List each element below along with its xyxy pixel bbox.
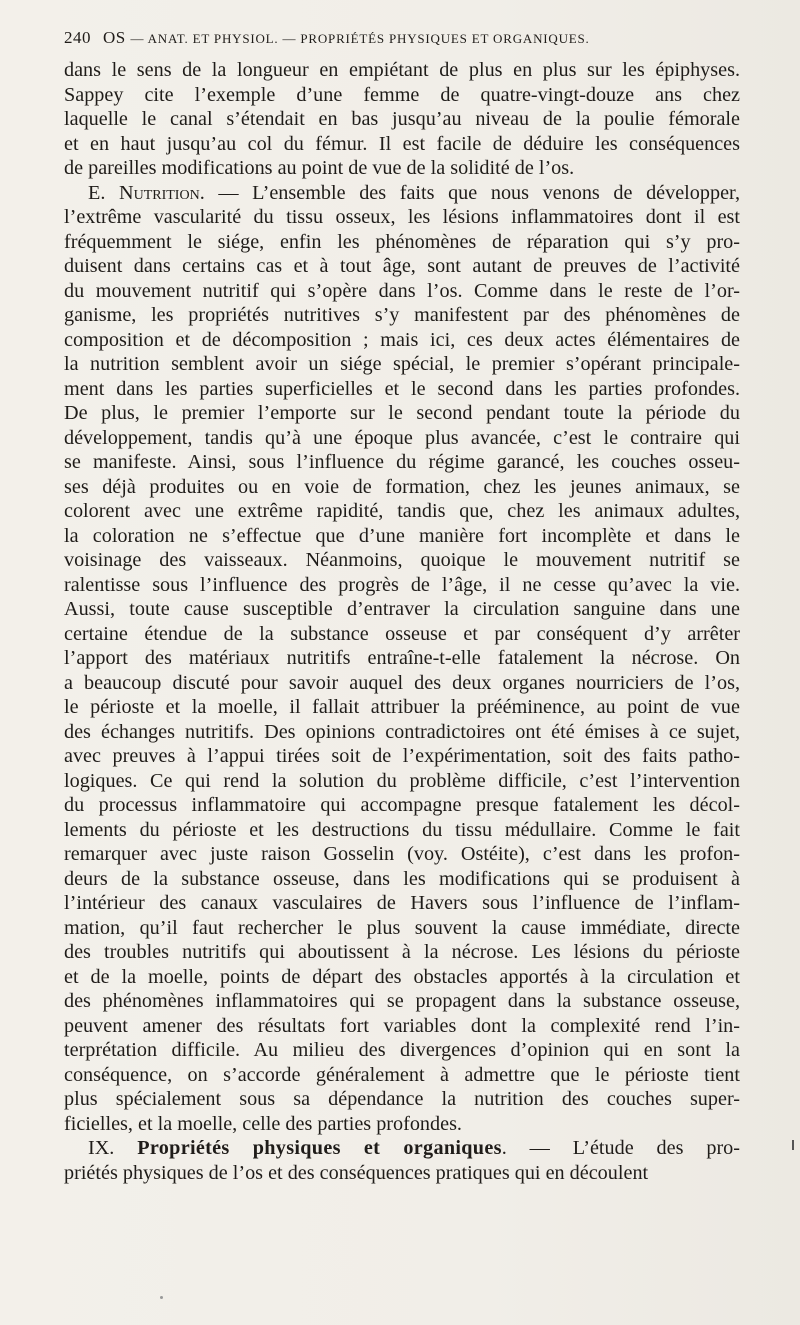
line-text: deurs de la substance osseuse, dans les modifications qui se produisent à (64, 867, 740, 890)
line-text: conséquence, on s’accorde généralement à admettre que le périoste tient (64, 1063, 740, 1086)
line-text: des échanges nutritifs. Des opinions contradictoires ont été émises à ce sujet, (64, 720, 740, 743)
line-text: plus spécialement sous sa dépendance la nutrition des couches super- (64, 1088, 740, 1110)
text-line (64, 181, 740, 206)
line-text: peuvent amener des résultats fort variables dont la complexité rend l’in- (64, 1014, 740, 1037)
text-line (64, 230, 740, 255)
line-text: développement, tandis qu’à une époque plus avancée, c’est le contraire qui (64, 426, 740, 449)
line-text: l’intérieur des canaux vasculaires de Havers sous l’influence de l’inflam- (64, 892, 740, 914)
line-text: fréquemment le siége, enfin les phénomènes de réparation qui s’y pro- (64, 230, 740, 253)
text-line (64, 303, 740, 328)
line-text: De plus, le premier l’emporte sur le second pendant toute la période du (64, 402, 740, 424)
line-text: ficielles, et la moelle, celle des parties profondes. (64, 1112, 462, 1135)
text-line (64, 940, 740, 965)
text-line (64, 58, 740, 83)
text-line (64, 622, 740, 647)
running-section: — ANAT. ET PHYSIOL. — PROPRIÉTÉS PHYSIQUES ET ORGANIQUES. (130, 31, 590, 46)
line-text: l’apport des matériaux nutritifs entraîne-t-elle fatalement la nécrose. On (64, 647, 740, 669)
line-text: duisent dans certains cas et à tout âge, sont autant de preuves de l’activité (64, 255, 740, 277)
page-number: 240 (64, 28, 91, 47)
line-text: la coloration ne s’effectue que d’une manière fort incomplète et dans le (64, 524, 740, 547)
text-line (64, 671, 740, 696)
line-text: ganisme, les propriétés nutritives s’y manifestent par des phénomènes de (64, 304, 740, 326)
line-text: avec preuves à l’appui tirées soit de l’expérimentation, soit des faits patho- (64, 745, 740, 767)
line-text: colorent avec une extrême rapidité, tandis que, chez les animaux adultes, (64, 500, 740, 522)
line-text: de pareilles modifications au point de vue de la solidité de l’os. (64, 157, 575, 179)
text-line (64, 1014, 740, 1039)
text-line (64, 695, 740, 720)
line-text: mation, qu’il faut rechercher le plus souvent la cause immédiate, directe (64, 916, 740, 939)
text-line (64, 450, 740, 475)
text-line (64, 1087, 740, 1112)
section-heading: Propriétés physiques et organiques (137, 1137, 502, 1159)
text-line (64, 1063, 740, 1088)
line-text: et de la moelle, points de départ des obstacles apportés à la circulation et (64, 965, 740, 988)
line-text: . — L’ensemble des faits que nous venons de développer, (199, 181, 740, 204)
text-line (64, 377, 740, 402)
line-text: ses déjà produites ou en voie de formation, chez les jeunes animaux, se (64, 475, 740, 498)
line-text: des troubles nutritifs qui aboutissent à la nécrose. Les lésions du périoste (64, 941, 740, 963)
text-line (64, 475, 740, 500)
text-line (64, 1112, 740, 1137)
text-line (64, 597, 740, 622)
line-text: Sappey cite l’exemple d’une femme de quatre-vingt-douze ans chez (64, 83, 740, 106)
paper-speck (160, 1296, 163, 1299)
text-line (64, 1136, 740, 1161)
line-text: ralentisse sous l’influence des progrès de l’âge, il ne cesse qu’avec la vie. (64, 573, 740, 596)
margin-mark (792, 1140, 794, 1150)
text-line (64, 916, 740, 941)
text-line (64, 132, 740, 157)
text-line (64, 989, 740, 1014)
text-line (64, 156, 740, 181)
line-text: la nutrition semblent avoir un siége spécial, le premier s’opérant principale- (64, 353, 740, 375)
line-text: l’extrême vascularité du tissu osseux, les lésions inflammatoires dont il est (64, 206, 740, 228)
text-line (64, 83, 740, 108)
line-text: terprétation difficile. Au milieu des divergences d’opinion qui en sont la (64, 1039, 740, 1061)
line-text: le périoste et la moelle, il fallait attribuer la prééminence, au point de vue (64, 696, 740, 718)
text-line (64, 793, 740, 818)
line-text: et en haut jusqu’au col du fémur. Il est facile de déduire les conséquences (64, 132, 740, 155)
text-line (64, 1161, 740, 1186)
section-lead: IX. (88, 1137, 138, 1159)
text-line (64, 401, 740, 426)
text-line (64, 254, 740, 279)
line-text: du mouvement nutritif qui s’opère dans l’os. Comme dans le reste de l’or- (64, 279, 740, 302)
text-line (64, 769, 740, 794)
text-line (64, 524, 740, 549)
text-line (64, 965, 740, 990)
line-text: laquelle le canal s’étendait en bas jusqu’au niveau de la poulie fémorale (64, 108, 740, 130)
text-line (64, 499, 740, 524)
running-title: OS (103, 28, 126, 47)
line-text: a beaucoup discuté pour savoir auquel des deux organes nourriciers de l’os, (64, 671, 740, 694)
line-text: des phénomènes inflammatoires qui se propagent dans la substance osseuse, (64, 990, 740, 1012)
text-line (64, 744, 740, 769)
text-line (64, 205, 740, 230)
text-line (64, 279, 740, 304)
text-line (64, 818, 740, 843)
line-text: . — L’étude des pro- (501, 1137, 740, 1159)
line-text: Aussi, toute cause susceptible d’entraver la circulation sanguine dans une (64, 598, 740, 620)
line-text: se manifeste. Ainsi, sous l’influence du régime garancé, les couches osseu- (64, 451, 740, 473)
text-line (64, 352, 740, 377)
line-text: voisinage des vaisseaux. Néanmoins, quoique le mouvement nutritif se (64, 549, 740, 571)
running-head (64, 28, 740, 48)
text-line (64, 891, 740, 916)
section-lead: E. (88, 181, 119, 204)
body-text (64, 58, 740, 1185)
text-line (64, 426, 740, 451)
text-line (64, 107, 740, 132)
text-line (64, 867, 740, 892)
line-text: priétés physiques de l’os et des conséquences pratiques qui en découlent (64, 1161, 649, 1184)
line-text: du processus inflammatoire qui accompagne presque fatalement les décol- (64, 794, 740, 816)
line-text: remarquer avec juste raison Gosselin (voy. Ostéite), c’est dans les profon- (64, 843, 740, 865)
line-text: lements du périoste et les destructions du tissu médullaire. Comme le fait (64, 818, 740, 841)
text-line (64, 548, 740, 573)
text-line (64, 646, 740, 671)
text-line (64, 573, 740, 598)
text-line (64, 1038, 740, 1063)
line-text: certaine étendue de la substance osseuse et par conséquent d’y arrêter (64, 622, 740, 645)
text-line (64, 328, 740, 353)
line-text: logiques. Ce qui rend la solution du problème difficile, c’est l’intervention (64, 769, 740, 792)
line-text: ment dans les parties superficielles et le second dans les parties profondes. (64, 377, 740, 400)
text-line (64, 842, 740, 867)
section-heading: Nutrition (119, 181, 200, 204)
line-text: dans le sens de la longueur en empiétant de plus en plus sur les épiphyses. (64, 59, 740, 81)
text-line (64, 720, 740, 745)
line-text: composition et de décomposition ; mais ici, ces deux actes élémentaires de (64, 328, 740, 351)
